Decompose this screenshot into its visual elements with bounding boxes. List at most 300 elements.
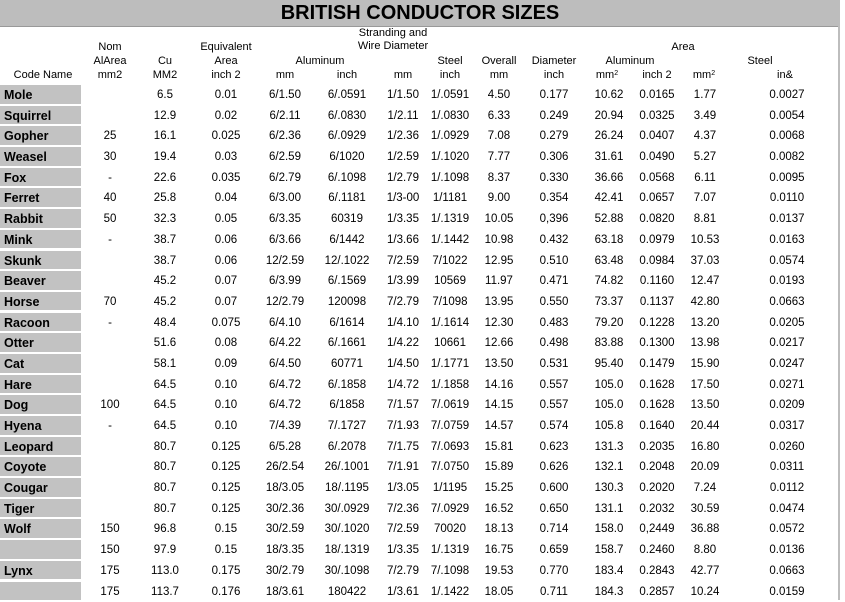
diameter-inch-cell: 0.510 xyxy=(531,251,577,272)
al-stranding-inch-cell: 30/.0929 xyxy=(316,499,378,520)
al-stranding-mm-cell: 6/4.22 xyxy=(257,333,313,354)
equivalent-area-cell: 0.125 xyxy=(198,478,254,499)
area-steel-inch2-cell: 0.0205 xyxy=(762,313,812,334)
al-stranding-mm-cell: 6/4.10 xyxy=(257,313,313,334)
diameter-inch-cell: 0.498 xyxy=(531,333,577,354)
overall-mm-cell: 16.75 xyxy=(477,540,521,561)
area-al-mm2-cell: 74.82 xyxy=(587,271,631,292)
table-row xyxy=(0,540,845,561)
area-al-inch2-cell: 0.2857 xyxy=(633,582,681,602)
steel-stranding-mm-cell: 7/2.36 xyxy=(382,499,424,520)
area-steel-inch2-cell: 0.0112 xyxy=(762,478,812,499)
nom-alarea-cell: 175 xyxy=(90,582,130,602)
steel-stranding-mm-cell: 1/3.35 xyxy=(382,540,424,561)
diameter-inch-cell: 0.714 xyxy=(531,519,577,540)
steel-stranding-mm-cell: 1/4.72 xyxy=(382,375,424,396)
area-al-inch2-cell: 0.1137 xyxy=(633,292,681,313)
cu-area-cell: 51.6 xyxy=(143,333,187,354)
cu-area-cell: 12.9 xyxy=(143,106,187,127)
header-area-al-inch2: inch 2 xyxy=(634,69,680,82)
table-row xyxy=(0,271,845,292)
area-al-inch2-cell: 0.0979 xyxy=(633,230,681,251)
area-al-mm2-cell: 158.0 xyxy=(587,519,631,540)
table-row xyxy=(0,168,845,189)
steel-stranding-inch-cell: 1/.1319 xyxy=(424,209,476,230)
area-al-inch2-cell: 0.0407 xyxy=(633,126,681,147)
al-stranding-inch-cell: 12/.1022 xyxy=(316,251,378,272)
diameter-inch-cell: 0.557 xyxy=(531,395,577,416)
header-equivalent-line2: Area xyxy=(190,55,262,68)
steel-stranding-mm-cell: 7/2.59 xyxy=(382,519,424,540)
overall-mm-cell: 13.50 xyxy=(477,354,521,375)
header-area-aluminum: Aluminum xyxy=(598,55,662,68)
code-name-cell: Squirrel xyxy=(0,106,81,126)
al-stranding-inch-cell: 26/.1001 xyxy=(316,457,378,478)
area-al-mm2-cell: 63.48 xyxy=(587,251,631,272)
area-al-inch2-cell: 0.2020 xyxy=(633,478,681,499)
code-name-cell: Hyena xyxy=(0,416,81,436)
cu-area-cell: 38.7 xyxy=(143,230,187,251)
area-steel-mm2-cell: 6.11 xyxy=(685,168,725,189)
table-row xyxy=(0,126,845,147)
steel-stranding-mm-cell: 1/2.59 xyxy=(382,147,424,168)
steel-stranding-inch-cell: 7/.0929 xyxy=(424,499,476,520)
diameter-inch-cell: 0.550 xyxy=(531,292,577,313)
nom-alarea-cell: 150 xyxy=(90,519,130,540)
overall-mm-cell: 12.30 xyxy=(477,313,521,334)
code-name-cell: Horse xyxy=(0,292,81,312)
cu-area-cell: 45.2 xyxy=(143,292,187,313)
al-stranding-mm-cell: 26/2.54 xyxy=(257,457,313,478)
table-row xyxy=(0,251,845,272)
area-steel-mm2-cell: 16.80 xyxy=(685,437,725,458)
al-stranding-mm-cell: 6/2.11 xyxy=(257,106,313,127)
al-stranding-inch-cell: 18/.1195 xyxy=(316,478,378,499)
table-row xyxy=(0,209,845,230)
area-steel-mm2-cell: 8.81 xyxy=(685,209,725,230)
al-stranding-inch-cell: 30/.1098 xyxy=(316,561,378,582)
code-name-cell: Otter xyxy=(0,333,81,353)
area-al-inch2-cell: 0.2048 xyxy=(633,457,681,478)
area-al-inch2-cell: 0,2449 xyxy=(633,519,681,540)
equivalent-area-cell: 0.07 xyxy=(198,292,254,313)
area-steel-inch2-cell: 0.0159 xyxy=(762,582,812,602)
steel-stranding-inch-cell: 7/.0693 xyxy=(424,437,476,458)
area-al-inch2-cell: 0.2032 xyxy=(633,499,681,520)
diameter-inch-cell: 0.432 xyxy=(531,230,577,251)
steel-stranding-inch-cell: 7/1098 xyxy=(424,292,476,313)
area-steel-inch2-cell: 0.0163 xyxy=(762,230,812,251)
diameter-inch-cell: 0.600 xyxy=(531,478,577,499)
nom-alarea-cell: - xyxy=(90,416,130,437)
table-row xyxy=(0,106,845,127)
area-steel-mm2-cell: 42.80 xyxy=(685,292,725,313)
equivalent-area-cell: 0.08 xyxy=(198,333,254,354)
overall-mm-cell: 16.52 xyxy=(477,499,521,520)
diameter-inch-cell: 0.471 xyxy=(531,271,577,292)
diameter-inch-cell: 0.711 xyxy=(531,582,577,602)
code-name-cell: Hare xyxy=(0,375,81,395)
overall-mm-cell: 12.66 xyxy=(477,333,521,354)
diameter-inch-cell: 0.557 xyxy=(531,375,577,396)
equivalent-area-cell: 0.025 xyxy=(198,126,254,147)
area-al-mm2-cell: 31.61 xyxy=(587,147,631,168)
area-al-mm2-cell: 42.41 xyxy=(587,188,631,209)
code-name-cell: Lynx xyxy=(0,561,81,581)
header-aluminum: Aluminum xyxy=(280,55,360,68)
al-stranding-mm-cell: 6/4.50 xyxy=(257,354,313,375)
overall-mm-cell: 10.05 xyxy=(477,209,521,230)
steel-stranding-inch-cell: 1/1181 xyxy=(424,188,476,209)
header-diameter-line2: inch xyxy=(525,69,583,82)
header-area-steel-mm2: $mm^2$ xyxy=(689,69,719,82)
equivalent-area-cell: 0.07 xyxy=(198,271,254,292)
al-stranding-inch-cell: 6/.1181 xyxy=(316,188,378,209)
header-al-mm: mm xyxy=(265,69,305,82)
area-steel-inch2-cell: 0.0136 xyxy=(762,540,812,561)
nom-alarea-cell: 100 xyxy=(90,395,130,416)
overall-mm-cell: 8.37 xyxy=(477,168,521,189)
cu-area-cell: 97.9 xyxy=(143,540,187,561)
area-al-mm2-cell: 83.88 xyxy=(587,333,631,354)
area-al-inch2-cell: 0.0657 xyxy=(633,188,681,209)
area-steel-mm2-cell: 30.59 xyxy=(685,499,725,520)
steel-stranding-inch-cell: 1/.1098 xyxy=(424,168,476,189)
area-al-inch2-cell: 0.1628 xyxy=(633,395,681,416)
header-stranding-line2: Wire Diameter xyxy=(350,40,436,53)
diameter-inch-cell: 0.531 xyxy=(531,354,577,375)
area-al-mm2-cell: 183.4 xyxy=(587,561,631,582)
area-steel-inch2-cell: 0.0271 xyxy=(762,375,812,396)
area-steel-inch2-cell: 0.0137 xyxy=(762,209,812,230)
equivalent-area-cell: 0.10 xyxy=(198,416,254,437)
area-steel-mm2-cell: 36.88 xyxy=(685,519,725,540)
diameter-inch-cell: 0,396 xyxy=(531,209,577,230)
overall-mm-cell: 7.08 xyxy=(477,126,521,147)
area-al-inch2-cell: 0.0984 xyxy=(633,251,681,272)
al-stranding-mm-cell: 6/2.59 xyxy=(257,147,313,168)
header-area-steel-inch: in& xyxy=(770,69,800,82)
equivalent-area-cell: 0.075 xyxy=(198,313,254,334)
al-stranding-mm-cell: 6/4.72 xyxy=(257,395,313,416)
steel-stranding-mm-cell: 1/2.79 xyxy=(382,168,424,189)
table-row xyxy=(0,313,845,334)
cu-area-cell: 113.0 xyxy=(143,561,187,582)
area-al-inch2-cell: 0.1160 xyxy=(633,271,681,292)
code-name-cell: Racoon xyxy=(0,313,81,333)
area-al-inch2-cell: 0.1640 xyxy=(633,416,681,437)
table-row xyxy=(0,561,845,582)
diameter-inch-cell: 0.249 xyxy=(531,106,577,127)
steel-stranding-inch-cell: 7/.1098 xyxy=(424,561,476,582)
table-row xyxy=(0,333,845,354)
overall-mm-cell: 18.13 xyxy=(477,519,521,540)
table-row xyxy=(0,375,845,396)
overall-mm-cell: 14.16 xyxy=(477,375,521,396)
al-stranding-mm-cell: 18/3.35 xyxy=(257,540,313,561)
code-name-cell: Rabbit xyxy=(0,209,81,229)
steel-stranding-mm-cell: 1/4.10 xyxy=(382,313,424,334)
al-stranding-mm-cell: 12/2.59 xyxy=(257,251,313,272)
overall-mm-cell: 4.50 xyxy=(477,85,521,106)
steel-stranding-mm-cell: 1/3.05 xyxy=(382,478,424,499)
overall-mm-cell: 10.98 xyxy=(477,230,521,251)
al-stranding-mm-cell: 18/3.05 xyxy=(257,478,313,499)
equivalent-area-cell: 0.06 xyxy=(198,230,254,251)
steel-stranding-inch-cell: 1/.0830 xyxy=(424,106,476,127)
code-name-cell: Mole xyxy=(0,85,81,105)
area-steel-inch2-cell: 0.0082 xyxy=(762,147,812,168)
equivalent-area-cell: 0.04 xyxy=(198,188,254,209)
steel-stranding-mm-cell: 1/2.11 xyxy=(382,106,424,127)
nom-alarea-cell: - xyxy=(90,168,130,189)
area-steel-mm2-cell: 13.98 xyxy=(685,333,725,354)
area-steel-mm2-cell: 15.90 xyxy=(685,354,725,375)
area-steel-inch2-cell: 0.0474 xyxy=(762,499,812,520)
table-row xyxy=(0,478,845,499)
overall-mm-cell: 15.81 xyxy=(477,437,521,458)
area-steel-inch2-cell: 0.0209 xyxy=(762,395,812,416)
al-stranding-inch-cell: 30/.1020 xyxy=(316,519,378,540)
nom-alarea-cell: 70 xyxy=(90,292,130,313)
al-stranding-inch-cell: 6/.1569 xyxy=(316,271,378,292)
conductor-table-body xyxy=(0,85,845,602)
cu-area-cell: 38.7 xyxy=(143,251,187,272)
area-steel-inch2-cell: 0.0217 xyxy=(762,333,812,354)
steel-stranding-inch-cell: 1/.1614 xyxy=(424,313,476,334)
area-al-inch2-cell: 0.2843 xyxy=(633,561,681,582)
code-name-cell: Leopard xyxy=(0,437,81,457)
area-steel-inch2-cell: 0.0095 xyxy=(762,168,812,189)
area-steel-inch2-cell: 0.0572 xyxy=(762,519,812,540)
header-area-group: Area xyxy=(660,41,706,54)
cu-area-cell: 32.3 xyxy=(143,209,187,230)
steel-stranding-mm-cell: 1/3.61 xyxy=(382,582,424,602)
area-al-mm2-cell: 105.0 xyxy=(587,375,631,396)
al-stranding-inch-cell: 6/1858 xyxy=(316,395,378,416)
code-name-cell: Fox xyxy=(0,168,81,188)
diameter-inch-cell: 0.279 xyxy=(531,126,577,147)
steel-stranding-mm-cell: 7/2.59 xyxy=(382,251,424,272)
table-row xyxy=(0,230,845,251)
diameter-inch-cell: 0.177 xyxy=(531,85,577,106)
al-stranding-inch-cell: 6/.1661 xyxy=(316,333,378,354)
al-stranding-inch-cell: 6/.1098 xyxy=(316,168,378,189)
area-steel-inch2-cell: 0.0317 xyxy=(762,416,812,437)
area-steel-inch2-cell: 0.0663 xyxy=(762,561,812,582)
cu-area-cell: 25.8 xyxy=(143,188,187,209)
area-steel-mm2-cell: 8.80 xyxy=(685,540,725,561)
area-steel-mm2-cell: 5.27 xyxy=(685,147,725,168)
overall-mm-cell: 14.57 xyxy=(477,416,521,437)
table-row xyxy=(0,416,845,437)
al-stranding-mm-cell: 30/2.79 xyxy=(257,561,313,582)
header-st-mm: mm xyxy=(383,69,423,82)
header-nom-line2: AlArea xyxy=(85,55,135,68)
steel-stranding-inch-cell: 10661 xyxy=(424,333,476,354)
steel-stranding-mm-cell: 7/1.75 xyxy=(382,437,424,458)
equivalent-area-cell: 0.15 xyxy=(198,519,254,540)
steel-stranding-inch-cell: 7/1022 xyxy=(424,251,476,272)
steel-stranding-inch-cell: 7/.0619 xyxy=(424,395,476,416)
equivalent-area-cell: 0.05 xyxy=(198,209,254,230)
header-nom-line1: Nom xyxy=(90,41,130,54)
equivalent-area-cell: 0.09 xyxy=(198,354,254,375)
area-al-mm2-cell: 52.88 xyxy=(587,209,631,230)
code-name-cell: Cougar xyxy=(0,478,81,498)
diameter-inch-cell: 0.659 xyxy=(531,540,577,561)
overall-mm-cell: 9.00 xyxy=(477,188,521,209)
code-name-cell xyxy=(0,582,81,602)
overall-mm-cell: 15.89 xyxy=(477,457,521,478)
header-area-steel: Steel xyxy=(740,55,780,68)
al-stranding-inch-cell: 6/1442 xyxy=(316,230,378,251)
equivalent-area-cell: 0.03 xyxy=(198,147,254,168)
table-row xyxy=(0,437,845,458)
area-steel-inch2-cell: 0.0663 xyxy=(762,292,812,313)
header-overall-line2: mm xyxy=(476,69,522,82)
area-steel-mm2-cell: 10.24 xyxy=(685,582,725,602)
diameter-inch-cell: 0.574 xyxy=(531,416,577,437)
area-steel-mm2-cell: 13.50 xyxy=(685,395,725,416)
area-al-inch2-cell: 0.1228 xyxy=(633,313,681,334)
steel-stranding-inch-cell: 7/.0759 xyxy=(424,416,476,437)
area-al-inch2-cell: 0.0325 xyxy=(633,106,681,127)
overall-mm-cell: 19.53 xyxy=(477,561,521,582)
steel-stranding-mm-cell: 7/2.79 xyxy=(382,561,424,582)
al-stranding-inch-cell: 6/.0830 xyxy=(316,106,378,127)
code-name-cell: Wolf xyxy=(0,519,81,539)
code-name-cell: Cat xyxy=(0,354,81,374)
code-name-cell: Skunk xyxy=(0,251,81,271)
header-area-al-mm2: $mm^2$ xyxy=(592,69,622,82)
table-row xyxy=(0,519,845,540)
al-stranding-inch-cell: 6/1020 xyxy=(316,147,378,168)
steel-stranding-mm-cell: 1/4.50 xyxy=(382,354,424,375)
al-stranding-inch-cell: 6/1614 xyxy=(316,313,378,334)
header-code-name: Code Name xyxy=(0,69,86,82)
page-title: BRITISH CONDUCTOR SIZES xyxy=(0,0,840,27)
equivalent-area-cell: 0.176 xyxy=(198,582,254,602)
area-al-mm2-cell: 105.0 xyxy=(587,395,631,416)
al-stranding-inch-cell: 6/.1858 xyxy=(316,375,378,396)
area-al-mm2-cell: 20.94 xyxy=(587,106,631,127)
diameter-inch-cell: 0.330 xyxy=(531,168,577,189)
steel-stranding-inch-cell: 1/.1858 xyxy=(424,375,476,396)
diameter-inch-cell: 0.626 xyxy=(531,457,577,478)
code-name-cell: Weasel xyxy=(0,147,81,167)
area-al-mm2-cell: 131.3 xyxy=(587,437,631,458)
area-al-mm2-cell: 132.1 xyxy=(587,457,631,478)
code-name-cell: Gopher xyxy=(0,126,81,146)
al-stranding-mm-cell: 6/2.36 xyxy=(257,126,313,147)
area-al-mm2-cell: 95.40 xyxy=(587,354,631,375)
table-row xyxy=(0,499,845,520)
steel-stranding-mm-cell: 1/2.36 xyxy=(382,126,424,147)
area-steel-inch2-cell: 0.0247 xyxy=(762,354,812,375)
overall-mm-cell: 11.97 xyxy=(477,271,521,292)
area-al-mm2-cell: 131.1 xyxy=(587,499,631,520)
equivalent-area-cell: 0.15 xyxy=(198,540,254,561)
steel-stranding-inch-cell: 1/.1319 xyxy=(424,540,476,561)
area-al-mm2-cell: 36.66 xyxy=(587,168,631,189)
header-diameter-line1: Diameter xyxy=(525,55,583,68)
steel-stranding-inch-cell: 70020 xyxy=(424,519,476,540)
right-border xyxy=(838,26,840,600)
header-equivalent-line1: Equivalent xyxy=(190,41,262,54)
area-steel-mm2-cell: 7.07 xyxy=(685,188,725,209)
code-name-cell xyxy=(0,540,81,560)
overall-mm-cell: 12.95 xyxy=(477,251,521,272)
equivalent-area-cell: 0.175 xyxy=(198,561,254,582)
cu-area-cell: 80.7 xyxy=(143,437,187,458)
steel-stranding-mm-cell: 1/3.66 xyxy=(382,230,424,251)
al-stranding-mm-cell: 6/1.50 xyxy=(257,85,313,106)
al-stranding-mm-cell: 12/2.79 xyxy=(257,292,313,313)
cu-area-cell: 48.4 xyxy=(143,313,187,334)
al-stranding-mm-cell: 30/2.59 xyxy=(257,519,313,540)
cu-area-cell: 113.7 xyxy=(143,582,187,602)
cu-area-cell: 22.6 xyxy=(143,168,187,189)
area-al-mm2-cell: 105.8 xyxy=(587,416,631,437)
area-steel-mm2-cell: 20.44 xyxy=(685,416,725,437)
area-al-mm2-cell: 184.3 xyxy=(587,582,631,602)
header-equivalent-line3: inch 2 xyxy=(190,69,262,82)
area-steel-mm2-cell: 1.77 xyxy=(685,85,725,106)
header-cu-line1: Cu xyxy=(145,55,185,68)
nom-alarea-cell: 40 xyxy=(90,188,130,209)
header-overall-line1: Overall xyxy=(476,55,522,68)
table-row xyxy=(0,395,845,416)
steel-stranding-inch-cell: 1/.1020 xyxy=(424,147,476,168)
area-steel-mm2-cell: 3.49 xyxy=(685,106,725,127)
al-stranding-inch-cell: 6/.2078 xyxy=(316,437,378,458)
nom-alarea-cell: 175 xyxy=(90,561,130,582)
al-stranding-mm-cell: 30/2.36 xyxy=(257,499,313,520)
al-stranding-mm-cell: 18/3.61 xyxy=(257,582,313,602)
steel-stranding-mm-cell: 7/1.91 xyxy=(382,457,424,478)
nom-alarea-cell: - xyxy=(90,313,130,334)
cu-area-cell: 64.5 xyxy=(143,395,187,416)
area-steel-mm2-cell: 7.24 xyxy=(685,478,725,499)
area-steel-inch2-cell: 0.0054 xyxy=(762,106,812,127)
overall-mm-cell: 7.77 xyxy=(477,147,521,168)
nom-alarea-cell: 50 xyxy=(90,209,130,230)
area-al-mm2-cell: 158.7 xyxy=(587,540,631,561)
area-al-inch2-cell: 0.2035 xyxy=(633,437,681,458)
area-steel-mm2-cell: 13.20 xyxy=(685,313,725,334)
area-steel-mm2-cell: 10.53 xyxy=(685,230,725,251)
diameter-inch-cell: 0.483 xyxy=(531,313,577,334)
cu-area-cell: 58.1 xyxy=(143,354,187,375)
cu-area-cell: 64.5 xyxy=(143,416,187,437)
equivalent-area-cell: 0.01 xyxy=(198,85,254,106)
header-stranding-line1: Stranding and xyxy=(350,27,436,40)
header-nom-line3: mm2 xyxy=(90,69,130,82)
nom-alarea-cell: 150 xyxy=(90,540,130,561)
steel-stranding-inch-cell: 10569 xyxy=(424,271,476,292)
area-al-inch2-cell: 0.1479 xyxy=(633,354,681,375)
area-al-mm2-cell: 26.24 xyxy=(587,126,631,147)
steel-stranding-mm-cell: 1/3.99 xyxy=(382,271,424,292)
area-al-inch2-cell: 0.0490 xyxy=(633,147,681,168)
equivalent-area-cell: 0.125 xyxy=(198,437,254,458)
area-steel-inch2-cell: 0.0068 xyxy=(762,126,812,147)
steel-stranding-inch-cell: 1/.0929 xyxy=(424,126,476,147)
overall-mm-cell: 15.25 xyxy=(477,478,521,499)
steel-stranding-mm-cell: 1/4.22 xyxy=(382,333,424,354)
cu-area-cell: 80.7 xyxy=(143,457,187,478)
